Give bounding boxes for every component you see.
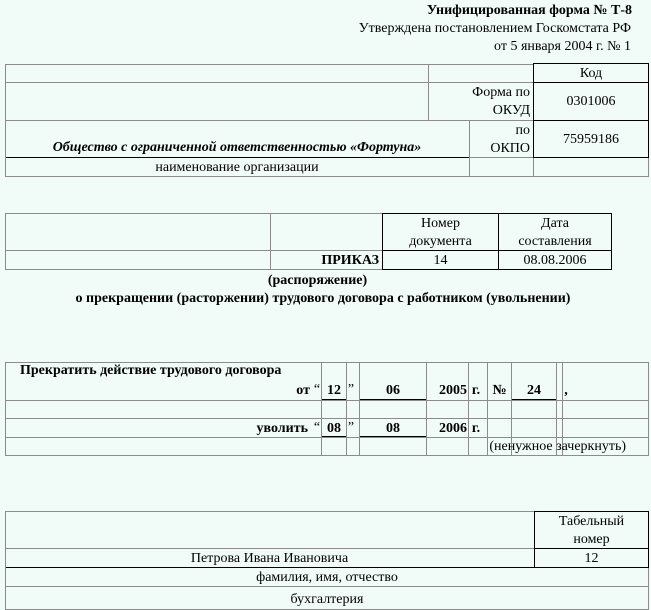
contract-comma: , xyxy=(564,382,568,398)
organization-name: Общество с ограниченной ответственностью «Фортуна» xyxy=(52,140,422,155)
contract-year: 2005 xyxy=(439,382,467,398)
order-title: ПРИКАЗ xyxy=(321,252,379,268)
department: бухгалтерия xyxy=(290,591,364,607)
okud-label-2: ОКУД xyxy=(492,102,530,118)
dismiss-open-quote: “ xyxy=(313,419,321,435)
contract-month: 06 xyxy=(386,382,400,398)
dismiss-year: 2006 xyxy=(439,420,467,436)
tab-header-1: Табельный xyxy=(558,513,625,529)
close-quote: ” xyxy=(347,381,355,397)
approved-date: от 5 января 2004 г. № 1 xyxy=(494,38,631,54)
contract-day: 12 xyxy=(327,382,341,398)
dismiss-month: 08 xyxy=(386,420,400,436)
approved-line: Утверждена постановлением Госкомстата РФ xyxy=(358,20,631,36)
tab-header-2: номер xyxy=(573,531,610,547)
kod-label: Код xyxy=(579,65,603,81)
dismiss-close-quote: ” xyxy=(347,419,355,435)
from-label: от xyxy=(296,382,310,398)
doc-date: 08.08.2006 xyxy=(523,252,587,268)
number-sign: № xyxy=(492,382,507,398)
okud-value: 0301006 xyxy=(566,94,616,109)
organization-caption: наименование организации xyxy=(155,159,319,175)
dismiss-year-suffix: г. xyxy=(471,420,481,436)
date-header-2: составления xyxy=(518,233,592,249)
date-header-1: Дата xyxy=(541,215,569,231)
okpo-label-1: по xyxy=(515,122,530,138)
terminate-label: Прекратить действие трудового договора xyxy=(20,363,282,378)
okpo-value: 75959186 xyxy=(563,131,619,147)
dismiss-label: уволить xyxy=(256,420,308,436)
contract-year-suffix: г. xyxy=(471,382,481,398)
name-caption: фамилия, имя, отчество xyxy=(256,569,398,585)
dismiss-day: 08 xyxy=(327,420,341,436)
order-subtitle: (распоряжение) xyxy=(267,272,368,288)
open-quote: “ xyxy=(313,381,321,397)
doc-number-header-2: документа xyxy=(409,233,472,249)
okud-label-1: Форма по xyxy=(472,84,530,100)
form-title: Унифицированная форма № Т-8 xyxy=(426,2,632,18)
doc-number: 14 xyxy=(433,252,448,268)
okpo-label-2: ОКПО xyxy=(490,140,530,156)
strike-note: (ненужное зачеркнуть) xyxy=(489,438,626,454)
tab-number: 12 xyxy=(584,550,599,566)
doc-number-header-1: Номер xyxy=(421,215,460,231)
employee-name: Петрова Ивана Ивановича xyxy=(190,550,349,566)
order-heading: о прекращении (расторжении) трудового договора с работником (увольнении) xyxy=(75,290,571,306)
contract-number: 24 xyxy=(527,382,541,398)
